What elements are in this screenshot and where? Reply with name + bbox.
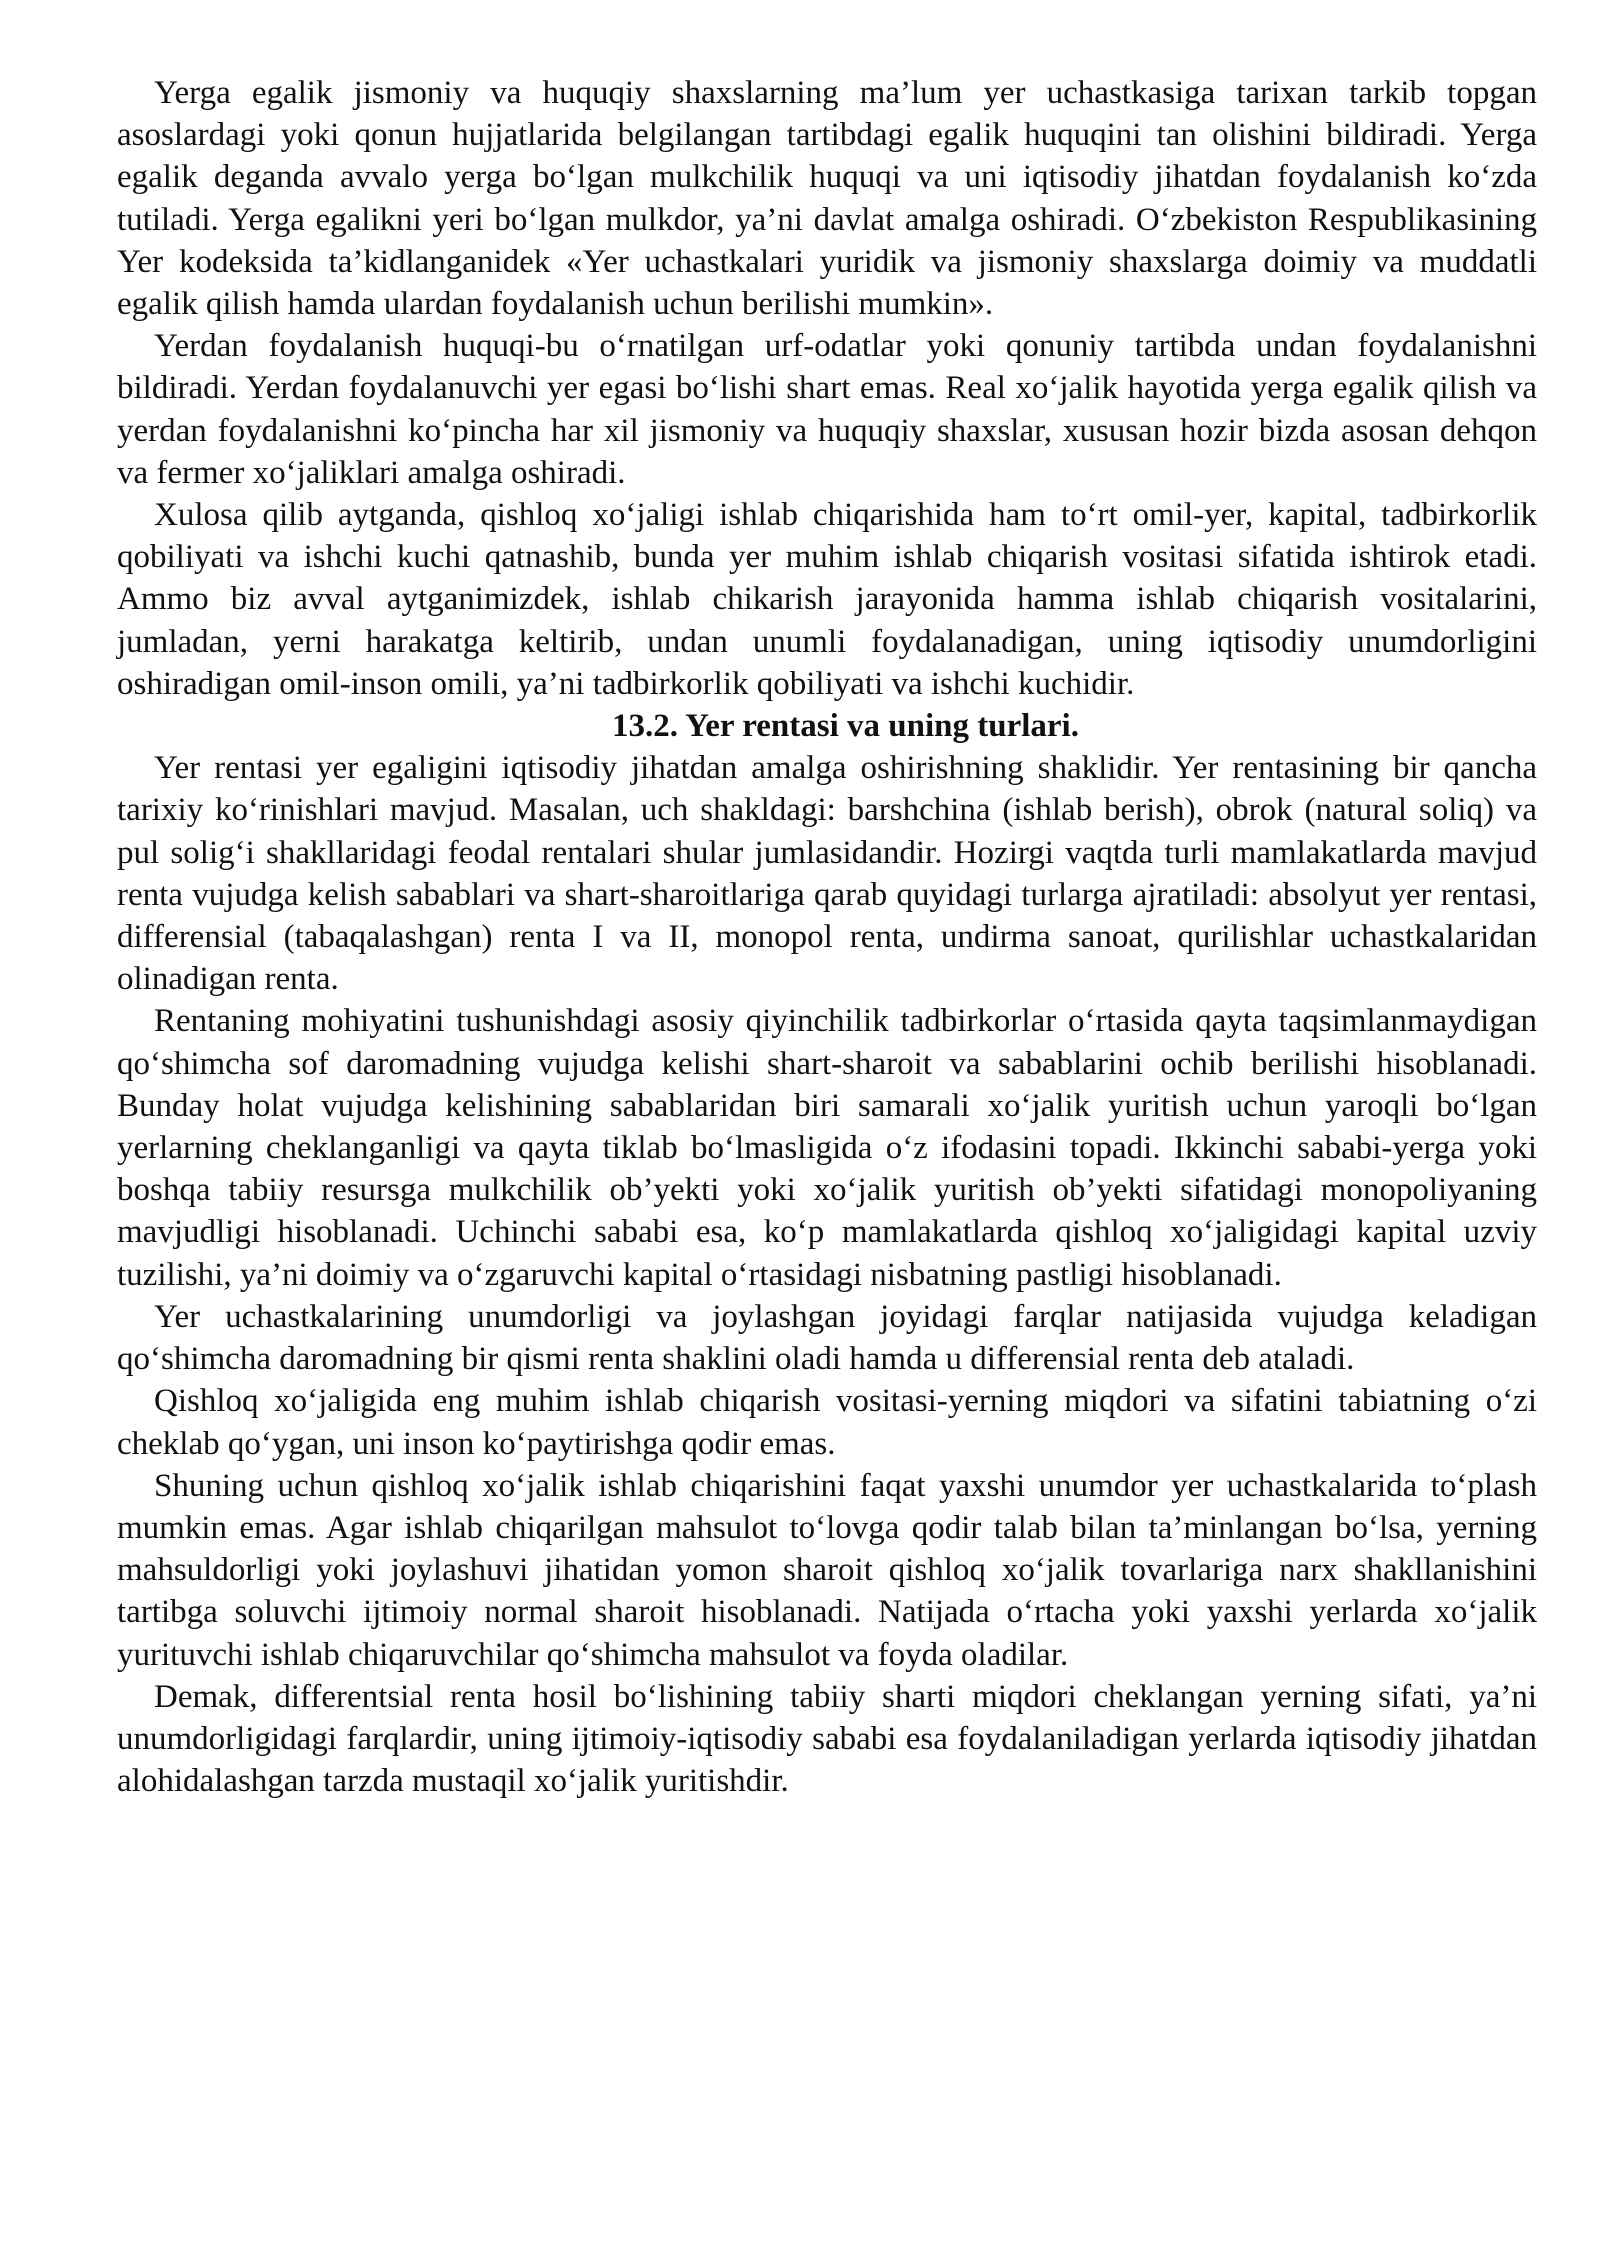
- paragraph-conclusion: Xulosa qilib aytganda, qishloq xo‘jaligi ishlab chiqarishida ham to‘rt omil-yer, kapital, tadbirkorlik qobiliyati va ishchi kuchi qatnashib, bunda yer muhim ishlab chiqarish vositasi sifatida ishtirok etadi. Ammo biz avval aytganimizdek, ishlab chikarish jarayonida hamma ishlab chiqarish vositalarini, jumladan, yerni harakatga keltirib, undan unumli foydalanadigan, uning iqtisodiy unumdorligini oshiradigan omil-inson omili, ya’ni tadbirkorlik qobiliyati va ishchi kuchidir.: [117, 497, 1537, 702]
- paragraph-differential-rent: Yer uchastkalarining unumdorligi va joylashgan joyidagi farqlar natijasida vujudga keladigan qo‘shimcha daromadning bir qismi renta shaklini oladi hamda u differensial renta deb ataladi.: [117, 1298, 1537, 1378]
- paragraph-land-ownership: Yerga egalik jismoniy va huquqiy shaxslarning ma’lum yer uchastkasiga tarixan tarkib topgan asoslardagi yoki qonun hujjatlarida belgilangan tartibdagi egalik huquqini tan olishini bildiradi. Yerga egalik deganda avvalo yerga bo‘lgan mulkchilik huquqi va uni iqtisodiy jihatdan foydalanish ko‘zda tutiladi. Yerga egalikni yeri bo‘lgan mulkdor, ya’ni davlat amalga oshiradi. O‘zbekiston Respublikasining Yer kodeksida ta’kidlanganidek «Yer uchastkalari yuridik va jismoniy shaxslarga doimiy va muddatli egalik qilish hamda ulardan foydalanish uchun berilishi mumkin».: [117, 75, 1537, 323]
- paragraph-rent-essence: Rentaning mohiyatini tushunishdagi asosiy qiyinchilik tadbirkorlar o‘rtasida qayta taqsimlanmaydigan qo‘shimcha sof daromadning vujudga kelishi shart-sharoit va sabablarini ochib berilishi hisoblanadi. Bunday holat vujudga kelishining sabablaridan biri samarali xo‘jalik yuritish uchun yaroqli bo‘lgan yerlarning cheklanganligi va qayta tiklab bo‘lmasligida o‘z ifodasini topadi. Ikkinchi sababi-yerga yoki boshqa tabiiy resursga mulkchilik ob’yekti yoki xo‘jalik yuritish ob’yekti sifatidagi monopoliyaning mavjudligi hisoblanadi. Uchinchi sababi esa, ko‘p mamlakatlarda qishloq xo‘jaligidagi kapital uzviy tuzilishi, ya’ni doimiy va o‘zgaruvchi kapital o‘rtasidagi nisbatning pastligi hisoblanadi.: [117, 1003, 1537, 1293]
- paragraph-differential-rent-conclusion: Demak, differentsial renta hosil bo‘lishining tabiiy sharti miqdori cheklangan yerning sifati, ya’ni unumdorligidagi farqlardir, uning ijtimoiy-iqtisodiy sababi esa foydalaniladigan yerlarda iqtisodiy jihatdan alohidalashgan tarzda mustaqil xo‘jalik yuritishdir.: [117, 1678, 1537, 1800]
- paragraph-land-rent-forms: Yer rentasi yer egaligini iqtisodiy jihatdan amalga oshirishning shaklidir. Yer rentasining bir qancha tarixiy ko‘rinishlari mavjud. Masalan, uch shakldagi: barshchina (ishlab berish), obrok (natural soliq) va pul solig‘i shakllaridagi feodal rentalari shular jumlasidandir. Hozirgi vaqtda turli mamlakatlarda mavjud renta vujudga kelish sabablari va shart-sharoitlariga qarab quyidagi turlarga ajratiladi: absolyut yer rentasi, differensial (tabaqalashgan) renta I va II, monopol renta, undirma sanoat, qurilishlar uchastkalaridan olinadigan renta.: [117, 750, 1537, 998]
- paragraph-land-use-right: Yerdan foydalanish huquqi-bu o‘rnatilgan urf-odatlar yoki qonuniy tartibda undan foydalanishni bildiradi. Yerdan foydalanuvchi yer egasi bo‘lishi shart emas. Real xo‘jalik hayotida yerga egalik qilish va yerdan foydalanishni ko‘pincha har xil jismoniy va huquqiy shaxslar, xususan hozir bizda asosan dehqon va fermer xo‘jaliklari amalga oshiradi.: [117, 328, 1537, 491]
- section-heading: 13.2. Yer rentasi va uning turlari.: [612, 708, 1079, 745]
- paragraph-land-limits: Qishloq xo‘jaligida eng muhim ishlab chiqarish vositasi-yerning miqdori va sifatini tabiatning o‘zi cheklab qo‘ygan, uni inson ko‘paytirishga qodir emas.: [117, 1383, 1537, 1462]
- document-page: [117, 72, 1537, 1802]
- paragraph-production-conditions: Shuning uchun qishloq xo‘jalik ishlab chiqarishini faqat yaxshi unumdor yer uchastkalarida to‘plash mumkin emas. Agar ishlab chiqarilgan mahsulot to‘lovga qodir talab bilan ta’minlangan bo‘lsa, yerning mahsuldorligi yoki joylashuvi jihatidan yomon sharoit qishloq xo‘jalik tovarlariga narx shakllanishini tartibga soluvchi ijtimoiy normal sharoit hisoblanadi. Natijada o‘rtacha yoki yaxshi yerlarda xo‘jalik yurituvchi ishlab chiqaruvchilar qo‘shimcha mahsulot va foyda oladilar.: [117, 1467, 1537, 1673]
